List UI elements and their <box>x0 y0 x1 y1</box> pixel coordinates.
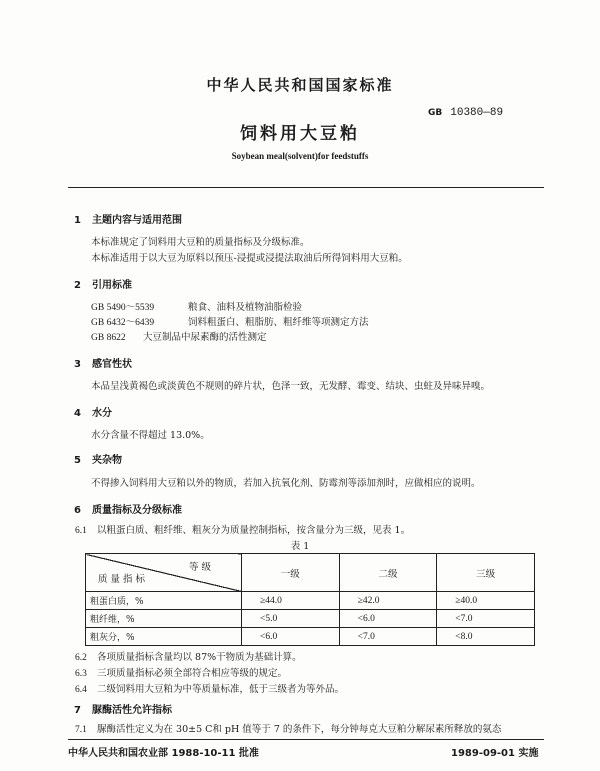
table-cell: <7.0 <box>437 610 535 628</box>
subclause-number: 6.1 <box>75 526 87 536</box>
paragraph: 本品呈浅黄褐色或淡黄色不规则的碎片状，色泽一致，无发酵、霉变、结块、虫蛀及异味异嗅。 <box>91 381 491 392</box>
row-label: 粗纤维，% <box>86 610 242 628</box>
section-number: 6 <box>74 505 81 516</box>
subclause-text: 脲酶活性定义为在 30±5 C和 pH 值等于 7 的条件下，每分钟每克大豆粕分解尿素所释放的氨态 <box>97 724 502 735</box>
reference-title: 大豆制品中尿素酶的活性测定 <box>143 332 267 343</box>
section-heading <box>74 211 182 226</box>
header-grade-label: 等 级 <box>188 562 211 573</box>
table-cell: <6.0 <box>241 628 339 646</box>
subclause-number: 6.2 <box>75 653 87 663</box>
grade-header: 三级 <box>437 554 535 592</box>
reference-item <box>91 329 267 343</box>
section-number: 5 <box>74 455 81 466</box>
reference-code: GB 8622 <box>91 333 126 343</box>
section-heading <box>74 451 122 466</box>
subclause-number: 6.4 <box>75 685 87 695</box>
section-number: 3 <box>74 359 81 370</box>
row-label: 粗蛋白质，% <box>86 592 242 610</box>
subclause <box>75 522 410 536</box>
effective-date: 1989-09-01 实施 <box>451 748 539 759</box>
table-cell: ≥44.0 <box>241 592 339 610</box>
section-title: 引用标准 <box>92 280 132 291</box>
header-rule <box>68 187 544 188</box>
quality-grade-table <box>85 553 535 646</box>
section-heading <box>74 276 132 291</box>
section-heading <box>74 404 112 419</box>
table-cell: <6.0 <box>339 610 437 628</box>
paragraph: 不得掺入饲料用大豆粕以外的物质，若加入抗氧化剂、防霉剂等添加剂时，应做相应的说明。 <box>91 478 481 489</box>
section-title: 水分 <box>92 408 112 419</box>
subclause <box>75 681 344 695</box>
document-title: 饲料用大豆粕 <box>240 124 360 144</box>
subclause-text: 三项质量指标必须全部符合相应等级的规定。 <box>97 668 288 679</box>
row-label: 粗灰分，% <box>86 628 242 646</box>
grade-header: 一级 <box>241 554 339 592</box>
subclause-text: 各项质量指标含量均以 87%干物质为基础计算。 <box>97 652 302 663</box>
subclause-number: 7.1 <box>75 725 87 735</box>
table-row <box>86 628 535 646</box>
section-title: 脲酶活性允许指标 <box>92 705 172 716</box>
standard-prefix: GB <box>428 108 443 118</box>
section-title: 主题内容与适用范围 <box>92 215 182 226</box>
table-cell: <5.0 <box>241 610 339 628</box>
reference-item <box>91 314 369 328</box>
section-heading <box>74 701 172 716</box>
paragraph: 本标准适用于以大豆为原料以预压-浸提或浸提法取油后所得饲料用大豆粕。 <box>91 253 408 264</box>
table-cell: ≥42.0 <box>339 592 437 610</box>
paragraph: 本标准规定了饲料用大豆粕的质量指标及分级标准。 <box>91 237 310 248</box>
table-corner-cell <box>86 554 242 592</box>
approval-line: 中华人民共和国农业部 1988-10-11 批准 <box>68 748 259 759</box>
standard-number <box>428 107 503 119</box>
english-title: Soybean meal(solvent)for feedstuffs <box>231 151 369 161</box>
table-row <box>86 610 535 628</box>
table-cell: ≥40.0 <box>437 592 535 610</box>
section-heading <box>74 355 132 370</box>
section-number: 7 <box>74 705 81 716</box>
reference-title: 粮食、油料及植物油脂检验 <box>188 302 303 313</box>
reference-title: 饲料粗蛋白、粗脂肪、粗纤维等项测定方法 <box>188 317 369 328</box>
table-cell: <7.0 <box>339 628 437 646</box>
issuing-authority: 中华人民共和国国家标准 <box>206 76 394 94</box>
section-number: 2 <box>74 280 81 291</box>
table-header-row <box>86 554 535 592</box>
footer-rule <box>68 739 544 740</box>
reference-code: GB 6432～6439 <box>91 318 155 328</box>
table-cell: <8.0 <box>437 628 535 646</box>
subclause <box>75 649 302 663</box>
section-title: 感官性状 <box>92 359 132 370</box>
header-item-label: 质 量 指 标 <box>98 574 146 585</box>
reference-item <box>91 299 302 313</box>
subclause <box>75 665 287 679</box>
table-caption: 表 1 <box>290 541 310 552</box>
section-number: 4 <box>74 408 81 419</box>
paragraph: 水分含量不得超过 13.0%。 <box>91 430 210 441</box>
table-row <box>86 592 535 610</box>
standard-code: 10380—89 <box>450 107 504 119</box>
section-title: 质量指标及分级标准 <box>92 505 182 516</box>
grade-header: 二级 <box>339 554 437 592</box>
reference-code: GB 5490～5539 <box>91 303 155 313</box>
subclause-text: 以粗蛋白质、粗纤维、粗灰分为质量控制指标，按含量分为三级，见表 1。 <box>97 525 411 536</box>
subclause <box>75 721 501 735</box>
section-number: 1 <box>74 215 81 226</box>
section-title: 夹杂物 <box>92 455 122 466</box>
subclause-number: 6.3 <box>75 669 87 679</box>
subclause-text: 二级饲料用大豆粕为中等质量标准，低于三级者为等外品。 <box>97 684 345 695</box>
section-heading <box>74 501 182 516</box>
